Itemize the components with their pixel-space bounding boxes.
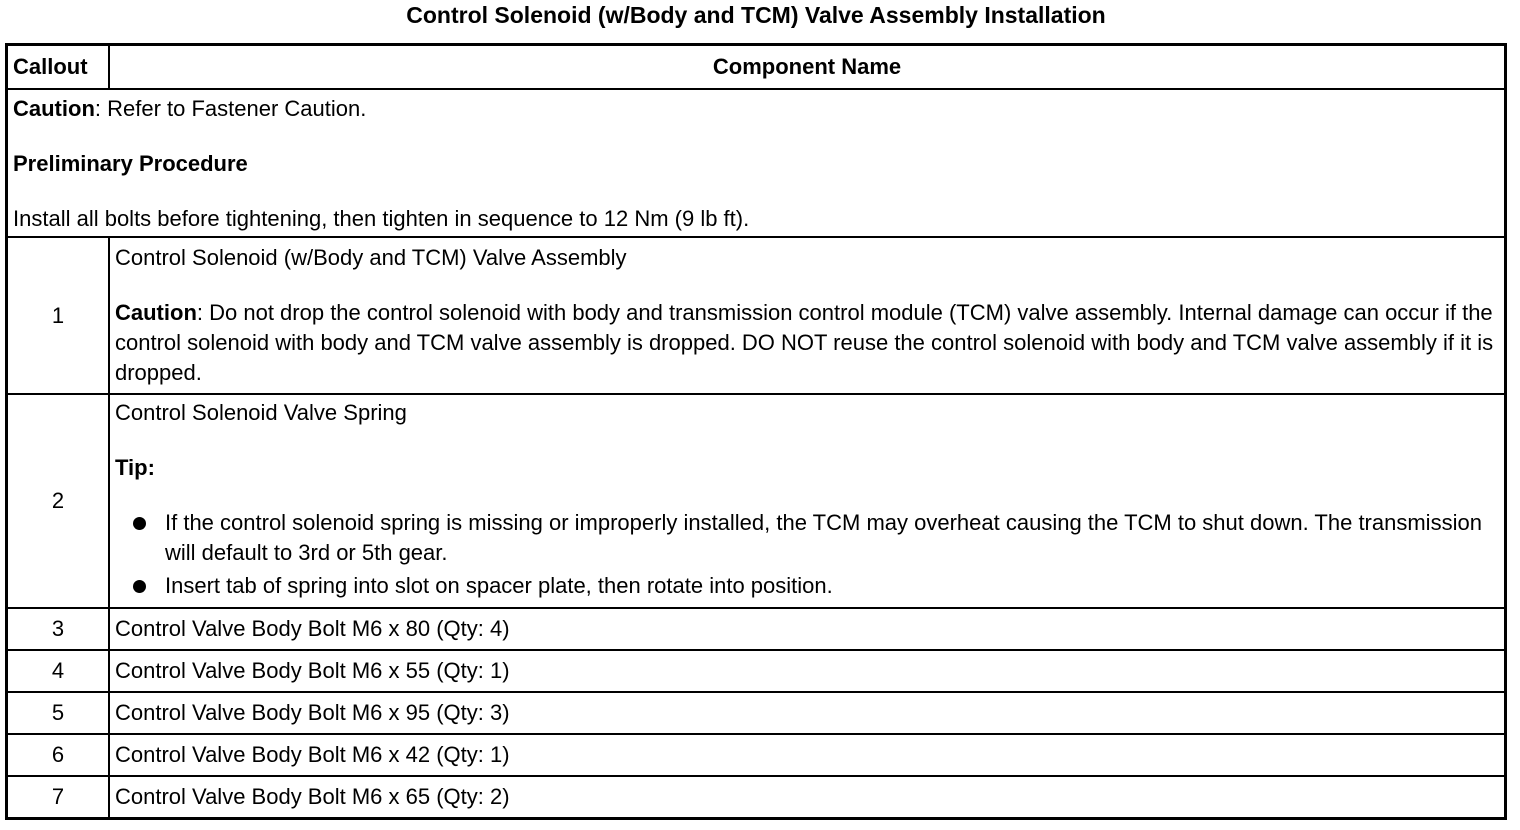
table-row (7, 692, 1506, 734)
caution-label: Caution (115, 300, 197, 325)
column-header-component-name: Component Name (109, 45, 1506, 90)
table-row (7, 734, 1506, 776)
caution-label: Caution (13, 96, 95, 121)
column-header-callout: Callout (7, 45, 110, 90)
tip-list (115, 508, 1504, 601)
component-name-cell: Control Valve Body Bolt M6 x 55 (Qty: 1) (109, 650, 1506, 692)
component-name-cell: Control Valve Body Bolt M6 x 65 (Qty: 2) (109, 776, 1506, 819)
intro-row (7, 89, 1506, 237)
table-row (7, 394, 1506, 608)
list-item: Insert tab of spring into slot on spacer plate, then rotate into position. (115, 571, 1504, 601)
callout-cell: 7 (7, 776, 110, 819)
callout-cell: 2 (7, 394, 110, 608)
caution-text: : Refer to Fastener Caution. (94, 96, 367, 121)
procedure-text: Install all bolts before tightening, then tighten in sequence to 12 Nm (9 lb ft). (13, 206, 750, 231)
caution-text: : Do not drop the control solenoid with body and transmission control module (TCM) valve assembly. Internal damage can occur if the control solenoid with body and TCM valve assembly is dropped. DO NOT reuse the control solenoid with body and TCM valve assembly if it is dropped. (115, 300, 1494, 385)
component-name-cell: Control Valve Body Bolt M6 x 80 (Qty: 4) (109, 608, 1506, 650)
table-header-row (7, 45, 1506, 90)
callout-cell: 1 (7, 237, 110, 394)
bullet-icon (133, 517, 146, 530)
component-name-cell: Control Valve Body Bolt M6 x 42 (Qty: 1) (109, 734, 1506, 776)
component-table (5, 43, 1507, 820)
intro-caution (13, 94, 1504, 124)
component-name: Control Solenoid (w/Body and TCM) Valve Assembly (115, 245, 627, 270)
component-name-cell (109, 237, 1506, 394)
table-row (7, 650, 1506, 692)
intro-cell (7, 89, 1506, 237)
procedure-heading: Preliminary Procedure (13, 151, 248, 176)
page-title: Control Solenoid (w/Body and TCM) Valve Assembly Installation (406, 2, 1106, 28)
tip-label: Tip: (115, 455, 155, 480)
callout-cell: 3 (7, 608, 110, 650)
component-name-cell: Control Valve Body Bolt M6 x 95 (Qty: 3) (109, 692, 1506, 734)
list-item: If the control solenoid spring is missing or improperly installed, the TCM may overheat causing the TCM to shut down. The transmission will default to 3rd or 5th gear. (115, 508, 1504, 568)
component-caution (115, 298, 1504, 388)
component-name-cell (109, 394, 1506, 608)
callout-cell: 5 (7, 692, 110, 734)
table-row (7, 776, 1506, 819)
callout-cell: 6 (7, 734, 110, 776)
callout-cell: 4 (7, 650, 110, 692)
component-name: Control Solenoid Valve Spring (115, 400, 407, 425)
bullet-icon (133, 580, 146, 593)
table-row (7, 237, 1506, 394)
table-row (7, 608, 1506, 650)
